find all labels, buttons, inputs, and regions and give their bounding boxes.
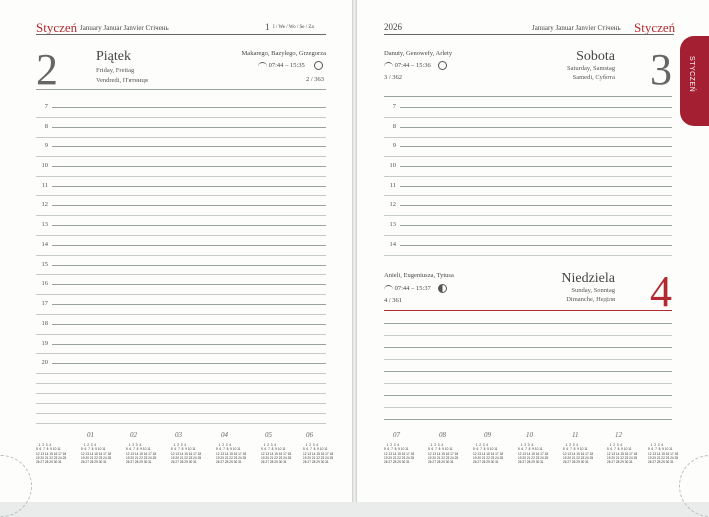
day4-day-of-year: 4 / 361 bbox=[384, 297, 403, 304]
mini-month-label: 11 bbox=[572, 431, 579, 439]
moon-phase-icon bbox=[438, 61, 447, 70]
hour-label: 7 bbox=[392, 103, 396, 110]
mini-calendar: 1 2 3 4 5 6 7 8 9 10 11 12 13 14 15 16 17 18 19 20 21 22 23 24 25 26 27 28 29 30 31 bbox=[126, 443, 157, 465]
day3-name-days: Danuty, Genowefy, Arlety bbox=[384, 50, 453, 57]
mini-calendar: 1 2 3 4 5 6 7 8 9 10 11 12 13 14 15 16 17 18 19 20 21 22 23 24 25 26 27 28 29 30 31 bbox=[384, 443, 415, 465]
mini-calendar: 1 2 3 4 5 6 7 8 9 10 11 12 13 14 15 16 17 18 19 20 21 22 23 24 25 26 27 28 29 30 31 bbox=[216, 443, 247, 465]
sunset-time: 15:37 bbox=[415, 284, 431, 292]
mini-month-label: 02 bbox=[130, 431, 137, 439]
hour-label: 18 bbox=[41, 320, 48, 327]
day3-header-rule bbox=[384, 96, 672, 97]
mini-calendar: 1 2 3 4 5 6 7 8 9 10 11 12 13 14 15 16 17 18 19 20 21 22 23 24 25 26 27 28 29 30 31 bbox=[171, 443, 202, 465]
day3-translations-1: Saturday, Samstag bbox=[567, 65, 615, 72]
right-month-translations: January Januar Janvier Cтiчень bbox=[532, 24, 621, 32]
mini-month-label: 10 bbox=[526, 431, 533, 439]
left-month-translations: January Januar Janvier Cтiчень bbox=[80, 24, 169, 32]
day4-number: 4 bbox=[650, 267, 672, 316]
planner-spine bbox=[352, 0, 357, 502]
hour-label: 7 bbox=[44, 103, 48, 110]
hour-label: 11 bbox=[41, 182, 48, 189]
week-days: I / We / Wo / Se / Za bbox=[273, 25, 314, 30]
moon-phase-icon bbox=[438, 284, 447, 293]
sunrise-icon bbox=[258, 62, 267, 69]
mini-calendar: 1 2 3 4 5 6 7 8 9 10 11 12 13 14 15 16 17 18 19 20 21 22 23 24 25 26 27 28 29 30 31 bbox=[563, 443, 594, 465]
hour-label: 12 bbox=[389, 201, 396, 208]
hour-label: 16 bbox=[41, 280, 48, 287]
left-month-title: Styczeń bbox=[36, 20, 78, 35]
hour-label: 19 bbox=[41, 340, 48, 347]
hour-label: 10 bbox=[389, 162, 396, 169]
month-tab-label: STYCZEŃ bbox=[688, 56, 695, 93]
hour-label: 8 bbox=[392, 123, 396, 130]
hour-label: 12 bbox=[41, 201, 48, 208]
sunrise-time: 07:44 bbox=[394, 284, 410, 292]
right-header-rule bbox=[384, 34, 674, 35]
hour-label: 14 bbox=[41, 241, 48, 248]
day3-number: 3 bbox=[650, 45, 672, 94]
left-header-rule bbox=[36, 34, 326, 35]
mini-calendar: 1 2 3 4 5 6 7 8 9 10 11 12 13 14 15 16 17 18 19 20 21 22 23 24 25 26 27 28 29 30 31 bbox=[81, 443, 112, 465]
hour-label: 15 bbox=[41, 261, 48, 268]
year-label: 2026 bbox=[384, 22, 402, 32]
left-day-header-rule bbox=[36, 89, 326, 90]
hour-label: 10 bbox=[41, 162, 48, 169]
left-day-of-year: 2 / 363 bbox=[306, 76, 325, 83]
week-number: 1 bbox=[265, 22, 270, 32]
left-day-translations: Friday, Freitag bbox=[96, 67, 135, 74]
left-day-number: 2 bbox=[36, 45, 58, 94]
hour-label: 9 bbox=[44, 142, 48, 149]
sunrise-icon bbox=[384, 62, 393, 69]
right-month-title: Styczeń bbox=[634, 20, 676, 35]
mini-month-label: 06 bbox=[306, 431, 313, 439]
mini-calendar: 1 2 3 4 5 6 7 8 9 10 11 12 13 14 15 16 17 18 19 20 21 22 23 24 25 26 27 28 29 30 31 bbox=[473, 443, 504, 465]
mini-calendar: 1 2 3 4 5 6 7 8 9 10 11 12 13 14 15 16 17 18 19 20 21 22 23 24 25 26 27 28 29 30 31 bbox=[607, 443, 638, 465]
day4-translations-1: Sunday, Sonntag bbox=[571, 287, 615, 294]
hour-label: 14 bbox=[389, 241, 396, 248]
mini-month-label: 03 bbox=[175, 431, 182, 439]
month-tab[interactable] bbox=[680, 36, 709, 126]
left-name-days: Makarego, Bazylego, Grzegorza bbox=[241, 50, 326, 57]
day4-name: Niedziela bbox=[561, 271, 615, 286]
day4-translations-2: Dimanche, Неділя bbox=[566, 296, 615, 303]
sunset-time: 15:35 bbox=[289, 61, 305, 69]
mini-month-label: 05 bbox=[265, 431, 272, 439]
mini-month-label: 08 bbox=[439, 431, 446, 439]
day3-sun-info: 07:44 – 15:36 bbox=[384, 61, 447, 70]
mini-calendar: 1 2 3 4 5 6 7 8 9 10 11 12 13 14 15 16 17 18 19 20 21 22 23 24 25 26 27 28 29 30 31 bbox=[303, 443, 334, 465]
mini-calendar: 1 2 3 4 5 6 7 8 9 10 11 12 13 14 15 16 17 18 19 20 21 22 23 24 25 26 27 28 29 30 31 bbox=[36, 443, 67, 465]
mini-calendar: 1 2 3 4 5 6 7 8 9 10 11 12 13 14 15 16 17 18 19 20 21 22 23 24 25 26 27 28 29 30 31 bbox=[261, 443, 292, 465]
day4-sun-info: 07:44 – 15:37 bbox=[384, 284, 447, 293]
sunset-time: 15:36 bbox=[415, 61, 431, 69]
hour-label: 8 bbox=[44, 123, 48, 130]
day3-name: Sobota bbox=[576, 49, 615, 64]
left-sun-info: 07:44 – 15:35 bbox=[258, 61, 323, 70]
mini-month-label: 09 bbox=[484, 431, 491, 439]
day4-name-days: Anieli, Eugeniusza, Tytusa bbox=[384, 272, 454, 279]
hour-label: 11 bbox=[389, 182, 396, 189]
day3-translations-2: Samedi, Субота bbox=[572, 74, 615, 81]
moon-phase-icon bbox=[314, 61, 323, 70]
hour-label: 13 bbox=[41, 221, 48, 228]
sunrise-time: 07:44 bbox=[394, 61, 410, 69]
mini-calendar: 1 2 3 4 5 6 7 8 9 10 11 12 13 14 15 16 17 18 19 20 21 22 23 24 25 26 27 28 29 30 31 bbox=[648, 443, 679, 465]
hour-label: 17 bbox=[41, 300, 48, 307]
hour-label: 13 bbox=[389, 221, 396, 228]
left-day-name: Piątek bbox=[96, 49, 131, 64]
mini-month-label: 12 bbox=[615, 431, 622, 439]
day3-day-of-year: 3 / 362 bbox=[384, 74, 403, 81]
hour-label: 9 bbox=[392, 142, 396, 149]
mini-calendar: 1 2 3 4 5 6 7 8 9 10 11 12 13 14 15 16 17 18 19 20 21 22 23 24 25 26 27 28 29 30 31 bbox=[518, 443, 549, 465]
mini-month-label: 01 bbox=[87, 431, 94, 439]
mini-month-label: 04 bbox=[221, 431, 228, 439]
sunrise-icon bbox=[384, 285, 393, 292]
day4-header-rule bbox=[384, 310, 672, 311]
mini-month-label: 07 bbox=[393, 431, 400, 439]
mini-calendar: 1 2 3 4 5 6 7 8 9 10 11 12 13 14 15 16 17 18 19 20 21 22 23 24 25 26 27 28 29 30 31 bbox=[428, 443, 459, 465]
sunrise-time: 07:44 bbox=[268, 61, 284, 69]
left-day-translations-2: Vendredi, П'ятниця bbox=[96, 77, 148, 84]
hour-label: 20 bbox=[41, 359, 48, 366]
